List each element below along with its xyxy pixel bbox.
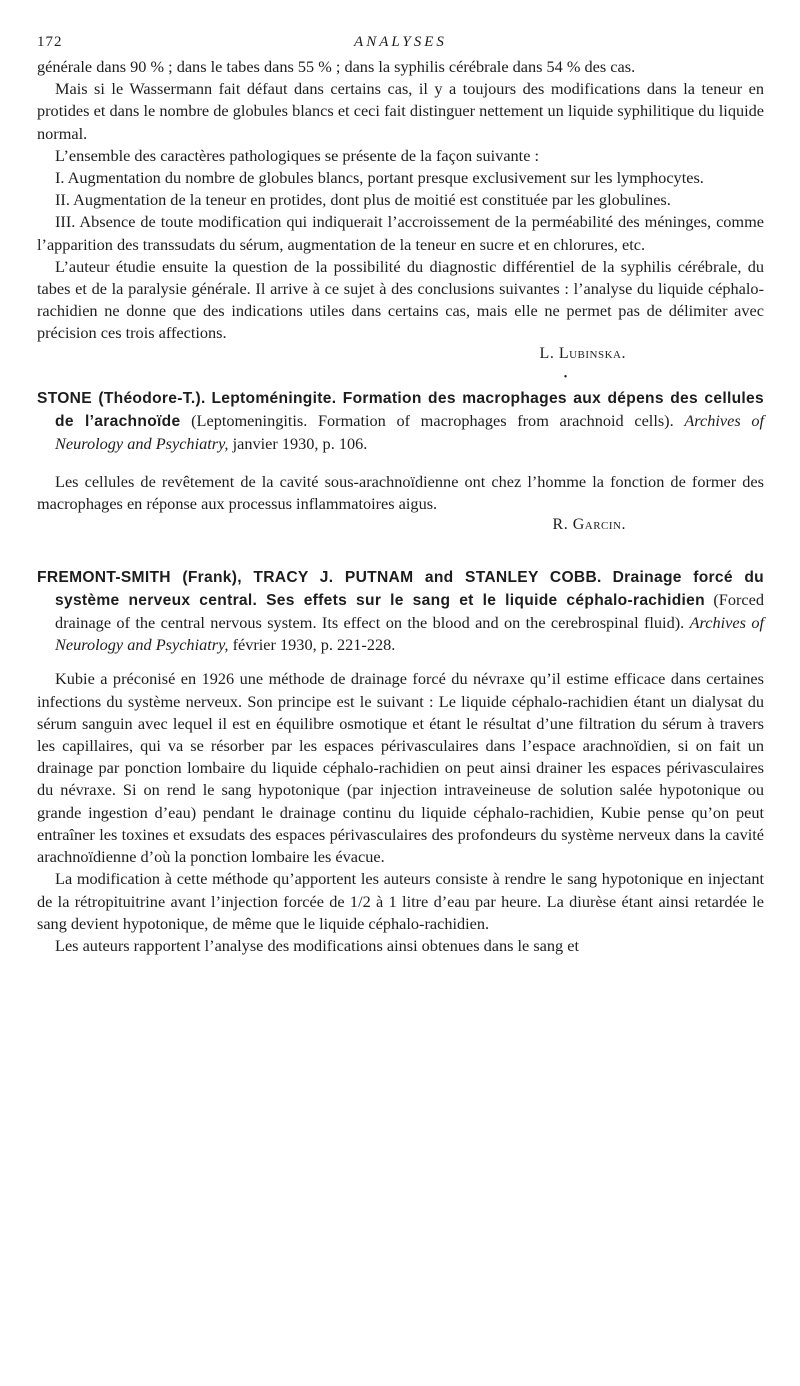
entry-journal: Archives of Neurology and Psychiatry, <box>55 613 765 655</box>
paragraph: générale dans 90 % ; dans le tabes dans 55 % ; dans la syphilis cérébrale dans 54 % des cas. <box>37 57 636 76</box>
signature-block <box>37 516 764 534</box>
paragraph: L’auteur étudie ensuite la question de la possibilité du diagnostic différentiel de la syphilis cérébrale, du tabes et de la paralysie générale. Il arrive à ce sujet à des conclusions suivantes : l’analyse du liquide céphalo-rachidien ne donne que des indications utiles dans certains cas, mais elle ne permet pas de délimiter avec précision ces trois affections. <box>37 256 764 343</box>
list-item: I. Augmentation du nombre de globules blancs, portant presque exclusivement sur les lymphocytes. <box>55 168 704 188</box>
paragraph: L’ensemble des caractères pathologiques se présente de la façon suivante : <box>55 145 540 165</box>
entry-author: STONE (Théodore-T.). <box>37 389 206 407</box>
list-item: II. Augmentation de la teneur en protides, dont plus de moitié est constituée par les globulines. <box>55 190 671 210</box>
entry-date: février 1930, p. 221-228. <box>232 635 396 655</box>
signature: L. Lubinska. <box>539 344 626 362</box>
separator-dot: • <box>563 371 568 383</box>
article-lubinska <box>37 56 764 363</box>
entry-title: Drainage forcé du système nerveux central. Ses effets sur le sang et le liquide céphalo-rachidien <box>55 568 764 609</box>
entry-date: janvier 1930, p. 106. <box>232 434 368 454</box>
entry-title-en: (Leptomeningitis. Formation of macrophages from arachnoid cells). <box>191 410 674 430</box>
page-header <box>37 34 764 56</box>
page-number: 172 <box>37 34 63 50</box>
article-fremont-smith <box>37 566 764 957</box>
signature: R. Garcin. <box>552 515 626 533</box>
running-title: ANALYSES <box>354 34 447 50</box>
paragraph: Les auteurs rapportent l’analyse des modifications ainsi obtenues dans le sang et <box>55 935 580 955</box>
entry-title-en: (Forced drainage of the central nervous system. Its effect on the blood and on the cerebrospinal fluid). <box>55 589 764 633</box>
paragraph: Les cellules de revêtement de la cavité sous-arachnoïdienne ont chez l’homme la fonction de former des macrophages en réponse aux processus inflammatoires aigus. <box>37 472 764 514</box>
paragraph: La modification à cette méthode qu’apportent les auteurs consiste à rendre le sang hypotonique en injectant de la rétropituitrine avant l’injection forcée de 1/2 à 1 litre d’eau par heure. La diurèse étant ainsi retardée le sang devient hypotonique, de même que le liquide céphalo-rachidien. <box>37 869 764 933</box>
paragraph: Mais si le Wassermann fait défaut dans certains cas, il y a toujours des modifications dans la teneur en protides et dans le nombre de globules blancs et ceci fait distinguer nettement un liquide syphilitique du liquide normal. <box>37 79 764 143</box>
article-stone <box>37 387 764 534</box>
entry-heading <box>37 566 764 657</box>
entry-journal: Archives of Neurology and Psychiatry, <box>55 410 764 454</box>
list-item: III. Absence de toute modification qui indiquerait l’accroissement de la perméabilité des méninges, comme l’apparition des transsudats du sérum, augmentation de la teneur en sucre et en chlorures, etc. <box>37 212 764 254</box>
paragraph: Kubie a préconisé en 1926 une méthode de drainage forcé du névraxe qu’il estime efficace dans certaines infections du système nerveux. Son principe est le suivant : Le liquide céphalo-rachidien étant un dialysat du sérum sanguin avec lequel il est en équilibre osmotique et étant le résultat d’une filtration du sérum à travers les capillaires, qui va se résorber par les espaces périvasculaires dans l’espace arachnoïdien, si on fait un drainage par ponction lombaire du liquide céphalo-rachidien on peut ainsi drainer les espaces périvasculaires du névraxe. Si on rend le sang hypotonique (par injection intraveineuse de solution salée hypotonique ou grande ingestion d’eau) pendant le drainage continu du liquide céphalo-rachidien, Kubie pense qu’on peut entraîner les toxines et exsudats des espaces périvasculaires des profondeurs du système nerveux dans la cavité arachnoïdienne d’où la ponction lombaire les évacue. <box>37 669 764 867</box>
signature-block <box>37 345 764 363</box>
entry-title: Leptoméningite. Formation des macrophages aux dépens des cellules de l’arachnoïde <box>55 389 764 430</box>
entry-authors: FREMONT-SMITH (Frank), TRACY J. PUTNAM and STANLEY COBB. <box>37 568 602 586</box>
entry-heading <box>37 387 764 456</box>
